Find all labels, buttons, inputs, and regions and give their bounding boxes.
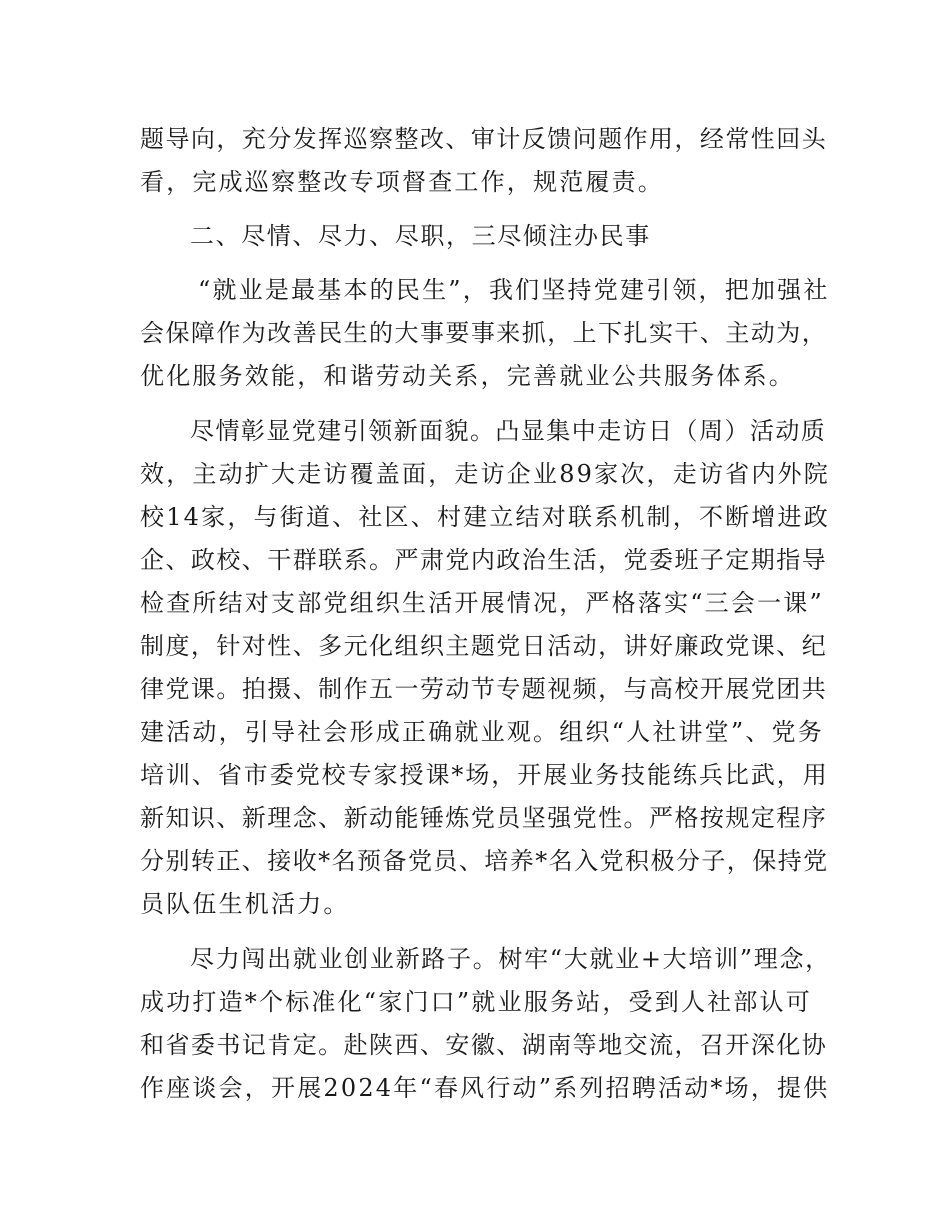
text-line: 作座谈会，开展2024年“春风行动”系列招聘活动*场，提供 <box>140 1074 830 1102</box>
text-line: 律党课。拍摄、制作五一劳动节专题视频，与高校开展党团共 <box>140 675 828 703</box>
text-line: 企、政校、干群联系。严肃党内政治生活，党委班子定期指导 <box>140 546 828 574</box>
text-line: 题导向，充分发挥巡察整改、审计反馈问题作用，经常性回头 <box>140 125 828 153</box>
text-line: 优化服务效能，和谐劳动关系，完善就业公共服务体系。 <box>140 362 795 390</box>
text-line: 效，主动扩大走访覆盖面，走访企业89家次，走访省内外院 <box>140 460 830 488</box>
section-heading: 二、尽情、尽力、尽职，三尽倾注办民事 <box>190 222 651 250</box>
text-line: 校14家，与街道、社区、村建立结对联系机制，不断增进政 <box>140 503 830 531</box>
text-line: 看，完成巡察整改专项督查工作，规范履责。 <box>140 168 664 196</box>
text-line: 会保障作为改善民生的大事要事来抓，上下扎实干、主动为， <box>140 319 828 347</box>
text-line: 培训、省市委党校专家授课*场，开展业务技能练兵比武，用 <box>140 761 829 789</box>
text-line: 检查所结对支部党组织生活开展情况，严格落实“三会一课” <box>140 589 824 617</box>
text-line: 和省委书记肯定。赴陕西、安徽、湖南等地交流，召开深化协 <box>140 1031 828 1059</box>
text-line: 员队伍生机活力。 <box>140 890 350 918</box>
text-line: “就业是最基本的民生”，我们坚持党建引领，把加强社 <box>198 276 830 304</box>
text-line: 制度，针对性、多元化组织主题党日活动，讲好廉政党课、纪 <box>140 632 828 660</box>
text-line: 建活动，引导社会形成正确就业观。组织“人社讲堂”、党务 <box>140 718 824 746</box>
text-line: 新知识、新理念、新动能锤炼党员坚强党性。严格按规定程序 <box>140 804 828 832</box>
text-line: 分别转正、接收*名预备党员、培养*名入党积极分子，保持党 <box>140 847 829 875</box>
text-line: 尽力闯出就业创业新路子。树牢“大就业+大培训”理念， <box>190 945 831 973</box>
text-line: 成功打造*个标准化“家门口”就业服务站，受到人社部认可 <box>140 988 812 1016</box>
text-line: 尽情彰显党建引领新面貌。凸显集中走访日（周）活动质 <box>190 417 827 445</box>
